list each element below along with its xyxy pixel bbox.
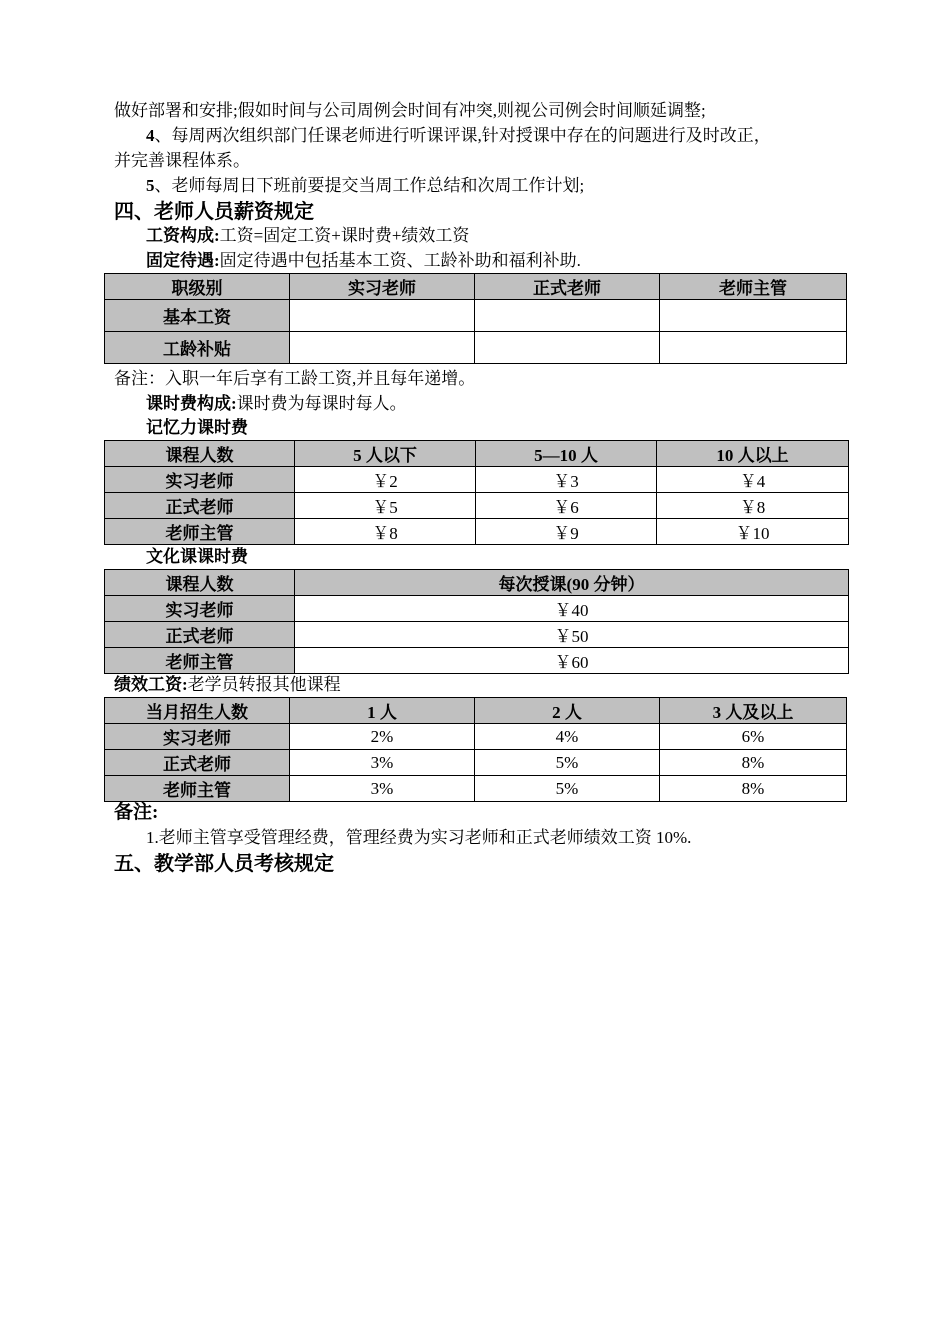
table-row xyxy=(105,750,847,776)
hour-fee-text: 课时费为每课时每人。 xyxy=(236,394,407,413)
fixed-treatment xyxy=(146,249,581,273)
table-cell xyxy=(660,332,847,364)
table-cell xyxy=(475,300,660,332)
table-header-row xyxy=(105,570,849,596)
table-cell xyxy=(475,332,660,364)
item-4 xyxy=(146,124,771,148)
row-label-cell: 老师主管 xyxy=(105,648,295,674)
row-label-cell: 正式老师 xyxy=(105,750,290,776)
row-label-cell: 实习老师 xyxy=(105,596,295,622)
performance-salary-label: 绩效工资: xyxy=(114,675,188,694)
row-label-cell: 基本工资 xyxy=(105,300,290,332)
table-header-cell: 5—10 人 xyxy=(476,441,657,467)
table-cell: ￥3 xyxy=(476,467,657,493)
table-header-cell: 课程人数 xyxy=(105,441,295,467)
table-header-row xyxy=(105,698,847,724)
table-cell: ￥40 xyxy=(295,596,849,622)
row-label-cell: 老师主管 xyxy=(105,776,290,802)
table-header-cell: 2 人 xyxy=(475,698,660,724)
item-4-number: 4 xyxy=(146,126,155,145)
fixed-treatment-label: 固定待遇: xyxy=(146,251,220,270)
hour-fee-label: 课时费构成: xyxy=(146,394,237,413)
item-5-number: 5 xyxy=(146,176,155,195)
table-cell: ￥10 xyxy=(657,519,849,545)
remarks-title: 备注: xyxy=(114,802,159,823)
table-row xyxy=(105,493,849,519)
row-label-cell: 工龄补贴 xyxy=(105,332,290,364)
table-row xyxy=(105,596,849,622)
table-cell: ￥2 xyxy=(295,467,476,493)
performance-salary-text: 老学员转报其他课程 xyxy=(187,675,341,694)
performance-table xyxy=(104,697,847,802)
item-5-text: 、老师每周日下班前要提交当周工作总结和次周工作计划; xyxy=(154,176,585,195)
row-label-cell: 实习老师 xyxy=(105,724,290,750)
memory-fee-title: 记忆力课时费 xyxy=(146,418,248,437)
table-row xyxy=(105,300,847,332)
table-cell: 8% xyxy=(660,776,847,802)
table-row xyxy=(105,332,847,364)
salary-composition xyxy=(146,224,469,248)
culture-fee-title: 文化课课时费 xyxy=(146,547,248,566)
section-4-heading: 四、老师人员薪资规定 xyxy=(114,201,314,223)
table-header-cell: 课程人数 xyxy=(105,570,295,596)
salary-composition-label: 工资构成: xyxy=(146,226,220,245)
table-header-cell: 老师主管 xyxy=(660,274,847,300)
table-cell: 3% xyxy=(290,750,475,776)
note-seniority: 备注：入职一年后享有工龄工资,并且每年递增。 xyxy=(114,369,476,388)
table-row xyxy=(105,776,847,802)
table-cell xyxy=(290,300,475,332)
fixed-treatment-text: 固定待遇中包括基本工资、工龄补助和福利补助. xyxy=(219,251,581,270)
row-label-cell: 正式老师 xyxy=(105,493,295,519)
table-cell xyxy=(290,332,475,364)
row-label-cell: 老师主管 xyxy=(105,519,295,545)
section-5-heading: 五、教学部人员考核规定 xyxy=(114,853,334,875)
table-cell: ￥8 xyxy=(657,493,849,519)
table-header-cell: 3 人及以上 xyxy=(660,698,847,724)
table-row xyxy=(105,467,849,493)
table-cell: 8% xyxy=(660,750,847,776)
table-row xyxy=(105,724,847,750)
salary-composition-text: 工资=固定工资+课时费+绩效工资 xyxy=(219,226,470,245)
culture-fee-table xyxy=(104,569,849,674)
item-4-text: 、每周两次组织部门任课老师进行听课评课,针对授课中存在的问题进行及时改正， xyxy=(154,126,771,145)
table-row xyxy=(105,622,849,648)
table-header-row xyxy=(105,441,849,467)
table-row xyxy=(105,648,849,674)
row-label-cell: 实习老师 xyxy=(105,467,295,493)
table-cell: 2% xyxy=(290,724,475,750)
base-salary-table xyxy=(104,273,847,364)
table-header-row xyxy=(105,274,847,300)
table-header-cell: 正式老师 xyxy=(475,274,660,300)
table-cell: 5% xyxy=(475,776,660,802)
table-cell: ￥8 xyxy=(295,519,476,545)
table-cell: 4% xyxy=(475,724,660,750)
memory-fee-table xyxy=(104,440,849,545)
table-cell: ￥50 xyxy=(295,622,849,648)
table-header-cell: 当月招生人数 xyxy=(105,698,290,724)
table-cell: ￥60 xyxy=(295,648,849,674)
item-5 xyxy=(146,174,584,198)
table-cell: 6% xyxy=(660,724,847,750)
table-header-cell: 1 人 xyxy=(290,698,475,724)
table-cell xyxy=(660,300,847,332)
table-header-cell: 实习老师 xyxy=(290,274,475,300)
row-label-cell: 正式老师 xyxy=(105,622,295,648)
table-cell: ￥4 xyxy=(657,467,849,493)
table-cell: 3% xyxy=(290,776,475,802)
remarks-item-1: 1.老师主管享受管理经费，管理经费为实习老师和正式老师绩效工资 10%. xyxy=(146,828,692,847)
table-header-cell: 每次授课(90 分钟） xyxy=(295,570,849,596)
hour-fee-composition xyxy=(146,392,407,416)
table-cell: ￥6 xyxy=(476,493,657,519)
table-cell: 5% xyxy=(475,750,660,776)
table-row xyxy=(105,519,849,545)
table-header-cell: 职级别 xyxy=(105,274,290,300)
table-cell: ￥5 xyxy=(295,493,476,519)
table-header-cell: 5 人以下 xyxy=(295,441,476,467)
intro-line: 做好部署和安排;假如时间与公司周例会时间有冲突,则视公司例会时间顺延调整; xyxy=(114,101,706,120)
table-header-cell: 10 人以上 xyxy=(657,441,849,467)
item-4-continuation: 并完善课程体系。 xyxy=(114,151,250,170)
performance-salary xyxy=(114,673,341,697)
table-cell: ￥9 xyxy=(476,519,657,545)
